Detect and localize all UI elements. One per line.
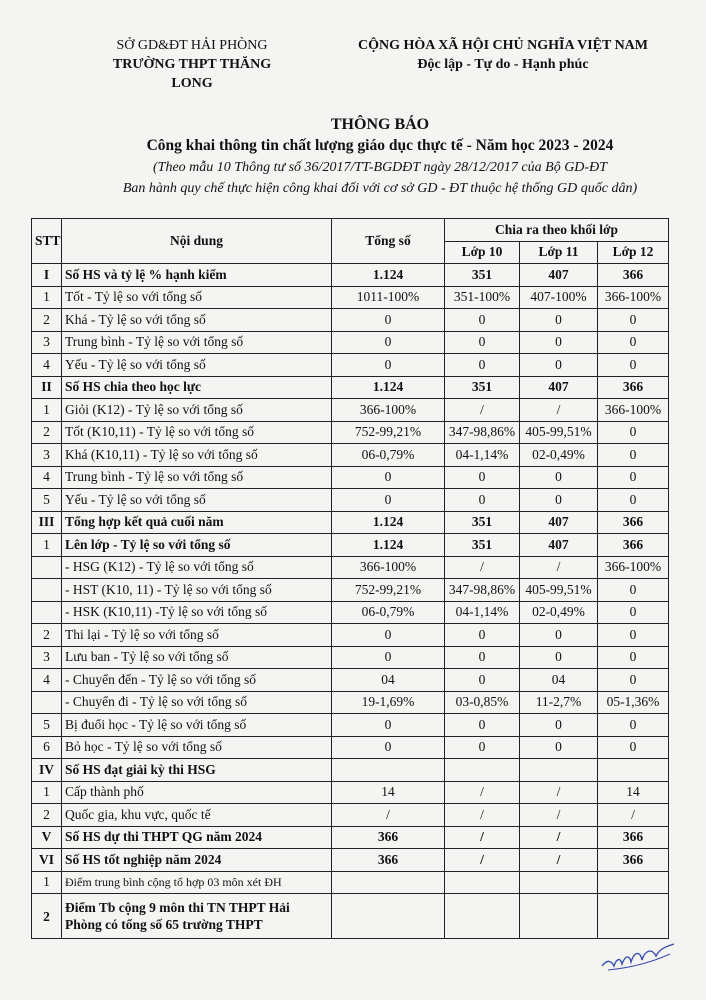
total-cell: 366 xyxy=(332,826,445,849)
grade-12-cell: / xyxy=(598,804,669,827)
content-cell: Quốc gia, khu vực, quốc tế xyxy=(62,804,332,827)
table-row xyxy=(32,286,669,309)
header-grade-11: Lớp 11 xyxy=(520,241,598,264)
table-row xyxy=(32,354,669,377)
grade-12-cell: 366 xyxy=(598,264,669,287)
stt-cell: V xyxy=(32,826,62,849)
table-row xyxy=(32,601,669,624)
grade-10-cell: 0 xyxy=(445,466,520,489)
grade-11-cell: 0 xyxy=(520,714,598,737)
stt-cell: 2 xyxy=(32,309,62,332)
content-cell: - HST (K10, 11) - Tỷ lệ so với tổng số xyxy=(62,579,332,602)
total-cell: 752-99,21% xyxy=(332,421,445,444)
content-cell: Thi lại - Tỷ lệ so với tổng số xyxy=(62,624,332,647)
total-cell: 1.124 xyxy=(332,264,445,287)
content-cell: Giỏi (K12) - Tỷ lệ so với tổng số xyxy=(62,399,332,422)
content-cell: Tốt (K10,11) - Tỷ lệ so với tổng số xyxy=(62,421,332,444)
table-row xyxy=(32,556,669,579)
total-cell: / xyxy=(332,804,445,827)
table-row xyxy=(32,894,669,939)
grade-11-cell xyxy=(520,871,598,894)
total-cell: 0 xyxy=(332,466,445,489)
content-cell: Trung bình - Tỷ lệ so với tổng số xyxy=(62,331,332,354)
grade-11-cell: / xyxy=(520,826,598,849)
stt-cell: 1 xyxy=(32,399,62,422)
table-row xyxy=(32,736,669,759)
total-cell: 0 xyxy=(332,646,445,669)
stt-cell: VI xyxy=(32,849,62,872)
total-cell: 14 xyxy=(332,781,445,804)
grade-11-cell: 02-0,49% xyxy=(520,601,598,624)
stt-cell: IV xyxy=(32,759,62,782)
table-row xyxy=(32,624,669,647)
table-row xyxy=(32,444,669,467)
stt-cell xyxy=(32,691,62,714)
grade-12-cell: 366 xyxy=(598,511,669,534)
content-cell: Yếu - Tỷ lệ so với tổng số xyxy=(62,489,332,512)
total-cell xyxy=(332,894,445,939)
header-left xyxy=(92,36,292,93)
grade-11-cell: 0 xyxy=(520,736,598,759)
stt-cell: III xyxy=(32,511,62,534)
grade-10-cell: / xyxy=(445,849,520,872)
grade-12-cell: 366 xyxy=(598,534,669,557)
table-row xyxy=(32,376,669,399)
table-row xyxy=(32,804,669,827)
grade-10-cell: 351 xyxy=(445,511,520,534)
content-cell: - HSK (K10,11) -Tỷ lệ so với tổng số xyxy=(62,601,332,624)
grade-12-cell: 0 xyxy=(598,309,669,332)
grade-10-cell: 351 xyxy=(445,534,520,557)
table-row xyxy=(32,511,669,534)
grade-10-cell: 351 xyxy=(445,376,520,399)
legal-note-2: Ban hành quy chế thực hiện công khai đối với cơ sở GD - ĐT thuộc hệ thống GD quốc dân) xyxy=(122,181,638,196)
grade-10-cell: / xyxy=(445,781,520,804)
table-body xyxy=(32,264,669,939)
stt-cell: 1 xyxy=(32,534,62,557)
grade-10-cell: / xyxy=(445,399,520,422)
grade-11-cell: 0 xyxy=(520,331,598,354)
table-row xyxy=(32,871,669,894)
signature xyxy=(598,940,678,974)
school-name: TRƯỜNG THPT THĂNG LONG xyxy=(112,57,272,91)
grade-11-cell: 0 xyxy=(520,624,598,647)
content-cell: Tổng hợp kết quả cuối năm xyxy=(62,511,332,534)
content-cell: Cấp thành phố xyxy=(62,781,332,804)
grade-11-cell: / xyxy=(520,399,598,422)
grade-11-cell: 02-0,49% xyxy=(520,444,598,467)
stt-cell: 6 xyxy=(32,736,62,759)
total-cell: 06-0,79% xyxy=(332,444,445,467)
total-cell: 0 xyxy=(332,309,445,332)
content-cell: - Chuyển đi - Tỷ lệ so với tổng số xyxy=(62,691,332,714)
grade-10-cell xyxy=(445,894,520,939)
grade-12-cell: 366 xyxy=(598,376,669,399)
grade-12-cell: 0 xyxy=(598,466,669,489)
content-cell: Số HS dự thi THPT QG năm 2024 xyxy=(62,826,332,849)
table-row xyxy=(32,489,669,512)
total-cell: 0 xyxy=(332,624,445,647)
grade-12-cell: 0 xyxy=(598,714,669,737)
header-grade-12: Lớp 12 xyxy=(598,241,669,264)
table-row xyxy=(32,421,669,444)
table-row xyxy=(32,849,669,872)
total-cell: 19-1,69% xyxy=(332,691,445,714)
grade-12-cell: 0 xyxy=(598,444,669,467)
content-cell: Trung bình - Tỷ lệ so với tổng số xyxy=(62,466,332,489)
grade-12-cell: 14 xyxy=(598,781,669,804)
content-cell: Điểm trung bình cộng tổ hợp 03 môn xét ĐH xyxy=(62,871,332,894)
content-cell: Bị đuổi học - Tỷ lệ so với tổng số xyxy=(62,714,332,737)
grade-11-cell: 0 xyxy=(520,466,598,489)
grade-10-cell: 03-0,85% xyxy=(445,691,520,714)
grade-12-cell: 0 xyxy=(598,646,669,669)
content-cell: - Chuyển đến - Tỷ lệ so với tổng số xyxy=(62,669,332,692)
stt-cell: 1 xyxy=(32,871,62,894)
grade-10-cell: 0 xyxy=(445,331,520,354)
document-heading: THÔNG BÁO xyxy=(330,116,430,133)
stt-cell: 4 xyxy=(32,466,62,489)
content-cell: Bỏ học - Tỷ lệ so với tổng số xyxy=(62,736,332,759)
title-block xyxy=(60,114,700,199)
department-name: SỞ GD&ĐT HẢI PHÒNG xyxy=(116,38,268,53)
grade-11-cell xyxy=(520,759,598,782)
content-cell: Yếu - Tỷ lệ so với tổng số xyxy=(62,354,332,377)
table-row xyxy=(32,579,669,602)
grade-11-cell: / xyxy=(520,804,598,827)
grade-12-cell: 366-100% xyxy=(598,286,669,309)
table-row xyxy=(32,714,669,737)
total-cell: 1.124 xyxy=(332,534,445,557)
table-row xyxy=(32,534,669,557)
stt-cell: 3 xyxy=(32,444,62,467)
grade-12-cell: 0 xyxy=(598,421,669,444)
content-cell: Khá (K10,11) - Tỷ lệ so với tổng số xyxy=(62,444,332,467)
grade-11-cell: / xyxy=(520,781,598,804)
stt-cell: 3 xyxy=(32,646,62,669)
grade-12-cell: 0 xyxy=(598,601,669,624)
header-grade-group: Chia ra theo khối lớp xyxy=(445,219,669,242)
grade-11-cell: 11-2,7% xyxy=(520,691,598,714)
stt-cell: 5 xyxy=(32,489,62,512)
table-row xyxy=(32,669,669,692)
stt-cell xyxy=(32,579,62,602)
stt-cell: 3 xyxy=(32,331,62,354)
grade-12-cell: 366 xyxy=(598,826,669,849)
grade-11-cell: / xyxy=(520,556,598,579)
total-cell: 1.124 xyxy=(332,376,445,399)
table-row xyxy=(32,781,669,804)
table-row xyxy=(32,646,669,669)
total-cell: 0 xyxy=(332,331,445,354)
stt-cell: 2 xyxy=(32,894,62,939)
total-cell xyxy=(332,759,445,782)
grade-11-cell: / xyxy=(520,849,598,872)
grade-10-cell: 04-1,14% xyxy=(445,444,520,467)
table-row xyxy=(32,826,669,849)
grade-11-cell: 407-100% xyxy=(520,286,598,309)
content-cell: Số HS và tỷ lệ % hạnh kiểm xyxy=(62,264,332,287)
content-cell: Khá - Tỷ lệ so với tổng số xyxy=(62,309,332,332)
content-cell: Số HS đạt giải kỳ thi HSG xyxy=(62,759,332,782)
grade-11-cell: 0 xyxy=(520,309,598,332)
table-row xyxy=(32,331,669,354)
content-cell: - HSG (K12) - Tỷ lệ so với tổng số xyxy=(62,556,332,579)
total-cell: 0 xyxy=(332,736,445,759)
national-motto: Độc lập - Tự do - Hạnh phúc xyxy=(417,57,589,72)
grade-11-cell: 407 xyxy=(520,534,598,557)
content-cell: Lưu ban - Tỷ lệ so với tổng số xyxy=(62,646,332,669)
grade-11-cell: 04 xyxy=(520,669,598,692)
nation-name: CỘNG HÒA XÃ HỘI CHỦ NGHĨA VIỆT NAM xyxy=(357,38,648,53)
grade-12-cell: 0 xyxy=(598,624,669,647)
grade-11-cell: 407 xyxy=(520,376,598,399)
grade-10-cell: / xyxy=(445,826,520,849)
grade-10-cell: / xyxy=(445,556,520,579)
total-cell: 1011-100% xyxy=(332,286,445,309)
total-cell: 06-0,79% xyxy=(332,601,445,624)
grade-11-cell: 407 xyxy=(520,264,598,287)
stt-cell: 2 xyxy=(32,421,62,444)
grade-10-cell: 0 xyxy=(445,624,520,647)
grade-11-cell: 407 xyxy=(520,511,598,534)
grade-11-cell: 405-99,51% xyxy=(520,421,598,444)
grade-12-cell: 0 xyxy=(598,354,669,377)
table-row xyxy=(32,466,669,489)
grade-11-cell xyxy=(520,894,598,939)
grade-12-cell: 366-100% xyxy=(598,399,669,422)
grade-10-cell: 0 xyxy=(445,714,520,737)
grade-10-cell: 0 xyxy=(445,489,520,512)
table-row xyxy=(32,264,669,287)
grade-10-cell: 351-100% xyxy=(445,286,520,309)
grade-10-cell xyxy=(445,871,520,894)
content-cell: Số HS chia theo học lực xyxy=(62,376,332,399)
grade-12-cell: 0 xyxy=(598,489,669,512)
table-row xyxy=(32,309,669,332)
grade-12-cell: 0 xyxy=(598,669,669,692)
grade-11-cell: 0 xyxy=(520,646,598,669)
total-cell: 1.124 xyxy=(332,511,445,534)
table-row xyxy=(32,691,669,714)
stt-cell: 1 xyxy=(32,286,62,309)
grade-10-cell: 0 xyxy=(445,736,520,759)
total-cell: 366-100% xyxy=(332,556,445,579)
stt-cell: 1 xyxy=(32,781,62,804)
total-cell: 04 xyxy=(332,669,445,692)
grade-10-cell: / xyxy=(445,804,520,827)
grade-12-cell xyxy=(598,871,669,894)
grade-12-cell: 0 xyxy=(598,579,669,602)
content-cell: Lên lớp - Tỷ lệ so với tổng số xyxy=(62,534,332,557)
grade-12-cell: 366 xyxy=(598,849,669,872)
header-right xyxy=(318,36,688,74)
table-row xyxy=(32,759,669,782)
grade-10-cell: 0 xyxy=(445,309,520,332)
total-cell xyxy=(332,871,445,894)
quality-table xyxy=(31,218,669,939)
stt-cell: 5 xyxy=(32,714,62,737)
grade-11-cell: 0 xyxy=(520,489,598,512)
document-subheading: Công khai thông tin chất lượng giáo dục thực tế - Năm học 2023 - 2024 xyxy=(146,137,614,154)
grade-10-cell: 04-1,14% xyxy=(445,601,520,624)
total-cell: 0 xyxy=(332,489,445,512)
stt-cell xyxy=(32,601,62,624)
total-cell: 0 xyxy=(332,354,445,377)
grade-12-cell xyxy=(598,894,669,939)
grade-10-cell xyxy=(445,759,520,782)
grade-12-cell: 05-1,36% xyxy=(598,691,669,714)
stt-cell: I xyxy=(32,264,62,287)
grade-12-cell: 0 xyxy=(598,736,669,759)
stt-cell: 4 xyxy=(32,354,62,377)
stt-cell xyxy=(32,556,62,579)
grade-10-cell: 0 xyxy=(445,669,520,692)
stt-cell: 4 xyxy=(32,669,62,692)
stt-cell: 2 xyxy=(32,624,62,647)
content-cell: Điểm Tb cộng 9 môn thi TN THPT Hải Phòng có tổng số 65 trường THPT xyxy=(62,894,332,939)
total-cell: 752-99,21% xyxy=(332,579,445,602)
stt-cell: II xyxy=(32,376,62,399)
total-cell: 366 xyxy=(332,849,445,872)
header-total: Tổng số xyxy=(332,219,445,264)
header-stt: STT xyxy=(32,219,62,264)
grade-10-cell: 0 xyxy=(445,646,520,669)
stt-cell: 2 xyxy=(32,804,62,827)
table-row xyxy=(32,399,669,422)
header-content: Nội dung xyxy=(62,219,332,264)
grade-10-cell: 0 xyxy=(445,354,520,377)
content-cell: Tốt - Tỷ lệ so với tổng số xyxy=(62,286,332,309)
grade-12-cell: 366-100% xyxy=(598,556,669,579)
grade-10-cell: 347-98,86% xyxy=(445,579,520,602)
grade-10-cell: 347-98,86% xyxy=(445,421,520,444)
total-cell: 0 xyxy=(332,714,445,737)
total-cell: 366-100% xyxy=(332,399,445,422)
grade-11-cell: 0 xyxy=(520,354,598,377)
grade-10-cell: 351 xyxy=(445,264,520,287)
header-grade-10: Lớp 10 xyxy=(445,241,520,264)
grade-11-cell: 405-99,51% xyxy=(520,579,598,602)
content-cell: Số HS tốt nghiệp năm 2024 xyxy=(62,849,332,872)
grade-12-cell xyxy=(598,759,669,782)
legal-note-1: (Theo mẫu 10 Thông tư số 36/2017/TT-BGDĐT ngày 28/12/2017 của Bộ GD-ĐT xyxy=(153,160,607,175)
grade-12-cell: 0 xyxy=(598,331,669,354)
